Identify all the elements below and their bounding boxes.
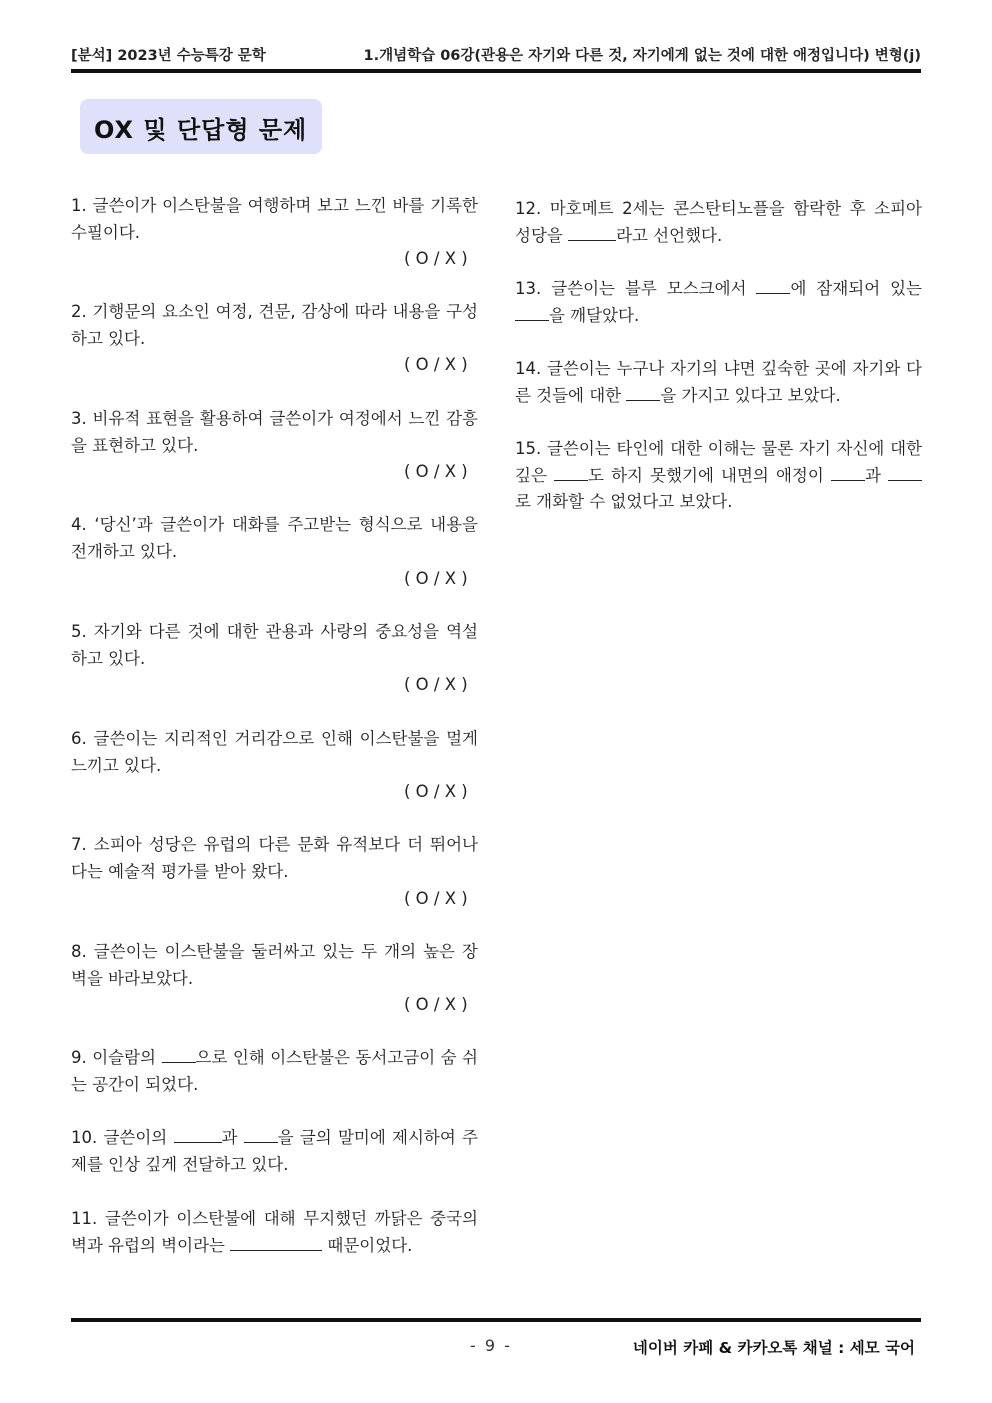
answer-blank-14[interactable] bbox=[626, 383, 660, 401]
question-10-part-c: 을 글의 말미에 제시하여 주제를 인상 깊게 전달하고 있다. bbox=[71, 1128, 478, 1174]
header-left-title: [분석] 2023년 수능특강 문학 bbox=[71, 48, 266, 64]
question-9 bbox=[71, 1045, 478, 1098]
answer-blank-11[interactable] bbox=[230, 1233, 322, 1251]
question-13-part-c: 을 깨달았다. bbox=[549, 305, 640, 325]
question-15 bbox=[515, 436, 922, 516]
answer-blank-12[interactable] bbox=[568, 223, 616, 241]
question-9-part-b: 으로 인해 이스탄불은 동서고금이 숨 쉬는 공간이 되었다. bbox=[71, 1048, 478, 1094]
question-4: 4. ‘당신’과 글쓴이가 대화를 주고받는 형식으로 내용을 전개하고 있다. bbox=[71, 515, 478, 561]
answer-blank-15a[interactable] bbox=[554, 463, 588, 481]
answer-blank-13b[interactable] bbox=[515, 303, 549, 321]
ox-mark-5: ( O / X ) bbox=[404, 675, 468, 694]
question-9-part-a: 9. 이슬람의 bbox=[71, 1048, 162, 1067]
answer-blank-15c[interactable] bbox=[888, 463, 922, 481]
answer-blank-15b[interactable] bbox=[831, 463, 865, 481]
question-11-part-b: 때문이었다. bbox=[322, 1235, 413, 1255]
ox-mark-4: ( O / X ) bbox=[404, 569, 468, 588]
question-11 bbox=[71, 1206, 478, 1259]
question-10 bbox=[71, 1125, 478, 1178]
question-13-part-a: 13. 글쓴이는 블루 모스크에서 bbox=[515, 279, 757, 298]
question-15-part-b: 도 하지 못했기에 내면의 애정이 bbox=[588, 465, 831, 485]
question-15-part-a: 15. 글쓴이는 타인에 대한 이해는 물론 자기 자신에 대한 깊은 bbox=[515, 439, 922, 485]
question-13-part-b: 에 잠재되어 있는 bbox=[790, 279, 922, 298]
question-14 bbox=[515, 356, 922, 409]
header-right-title: 1.개념학습 06강(관용은 자기와 다른 것, 자기에게 없는 것에 대한 애정입니다) 변형(j) bbox=[363, 48, 921, 64]
header-divider bbox=[71, 69, 921, 73]
question-12 bbox=[515, 196, 922, 249]
page-number: - 9 - bbox=[470, 1336, 512, 1355]
ox-mark-2: ( O / X ) bbox=[404, 355, 468, 374]
question-10-part-a: 10. 글쓴이의 bbox=[71, 1128, 174, 1147]
ox-mark-7: ( O / X ) bbox=[404, 889, 468, 908]
question-7: 7. 소피아 성당은 유럽의 다른 문화 유적보다 더 뛰어나다는 예술적 평가를 받아 왔다. bbox=[71, 835, 478, 881]
question-11-part-a: 11. 글쓴이가 이스탄불에 대해 무지했던 까닭은 중국의 벽과 유럽의 벽이라는 bbox=[71, 1209, 478, 1255]
question-15-part-d: 로 개화할 수 없었다고 보았다. bbox=[515, 492, 733, 511]
ox-mark-3: ( O / X ) bbox=[404, 462, 468, 481]
question-8: 8. 글쓴이는 이스탄불을 둘러싸고 있는 두 개의 높은 장벽을 바라보았다. bbox=[71, 942, 478, 988]
footer-divider bbox=[71, 1318, 921, 1322]
question-2: 2. 기행문의 요소인 여정, 견문, 감상에 따라 내용을 구성하고 있다. bbox=[71, 302, 478, 348]
question-10-part-b: 과 bbox=[221, 1128, 244, 1147]
question-1: 1. 글쓴이가 이스탄불을 여행하며 보고 느낀 바를 기록한 수필이다. bbox=[71, 196, 478, 242]
ox-mark-1: ( O / X ) bbox=[404, 249, 468, 268]
question-12-part-a: 12. 마호메트 2세는 콘스탄티노플을 함락한 후 소피아 성당을 bbox=[515, 199, 922, 245]
section-title: OX 및 단답형 문제 bbox=[94, 116, 308, 144]
question-6: 6. 글쓴이는 지리적인 거리감으로 인해 이스탄불을 멀게 느끼고 있다. bbox=[71, 729, 478, 775]
ox-mark-6: ( O / X ) bbox=[404, 782, 468, 801]
question-14-part-a: 14. 글쓴이는 누구나 자기의 냐면 깊숙한 곳에 자기와 다른 것들에 대한 bbox=[515, 359, 922, 405]
answer-blank-13a[interactable] bbox=[756, 276, 790, 294]
answer-blank-10b[interactable] bbox=[244, 1125, 278, 1143]
answer-blank-9[interactable] bbox=[162, 1045, 196, 1063]
question-12-part-b: 라고 선언했다. bbox=[616, 225, 723, 245]
footer-channel-info: 네이버 카페 & 카카오톡 채널 : 세모 국어 bbox=[632, 1339, 915, 1357]
question-14-part-b: 을 가지고 있다고 보았다. bbox=[660, 385, 841, 405]
question-3: 3. 비유적 표현을 활용하여 글쓴이가 여정에서 느낀 감흥을 표현하고 있다. bbox=[71, 409, 478, 455]
section-title-box bbox=[80, 99, 322, 154]
question-13 bbox=[515, 276, 922, 329]
ox-mark-8: ( O / X ) bbox=[404, 995, 468, 1014]
question-15-part-c: 과 bbox=[864, 465, 889, 485]
question-5: 5. 자기와 다른 것에 대한 관용과 사랑의 중요성을 역설하고 있다. bbox=[71, 622, 478, 668]
answer-blank-10a[interactable] bbox=[174, 1125, 222, 1143]
